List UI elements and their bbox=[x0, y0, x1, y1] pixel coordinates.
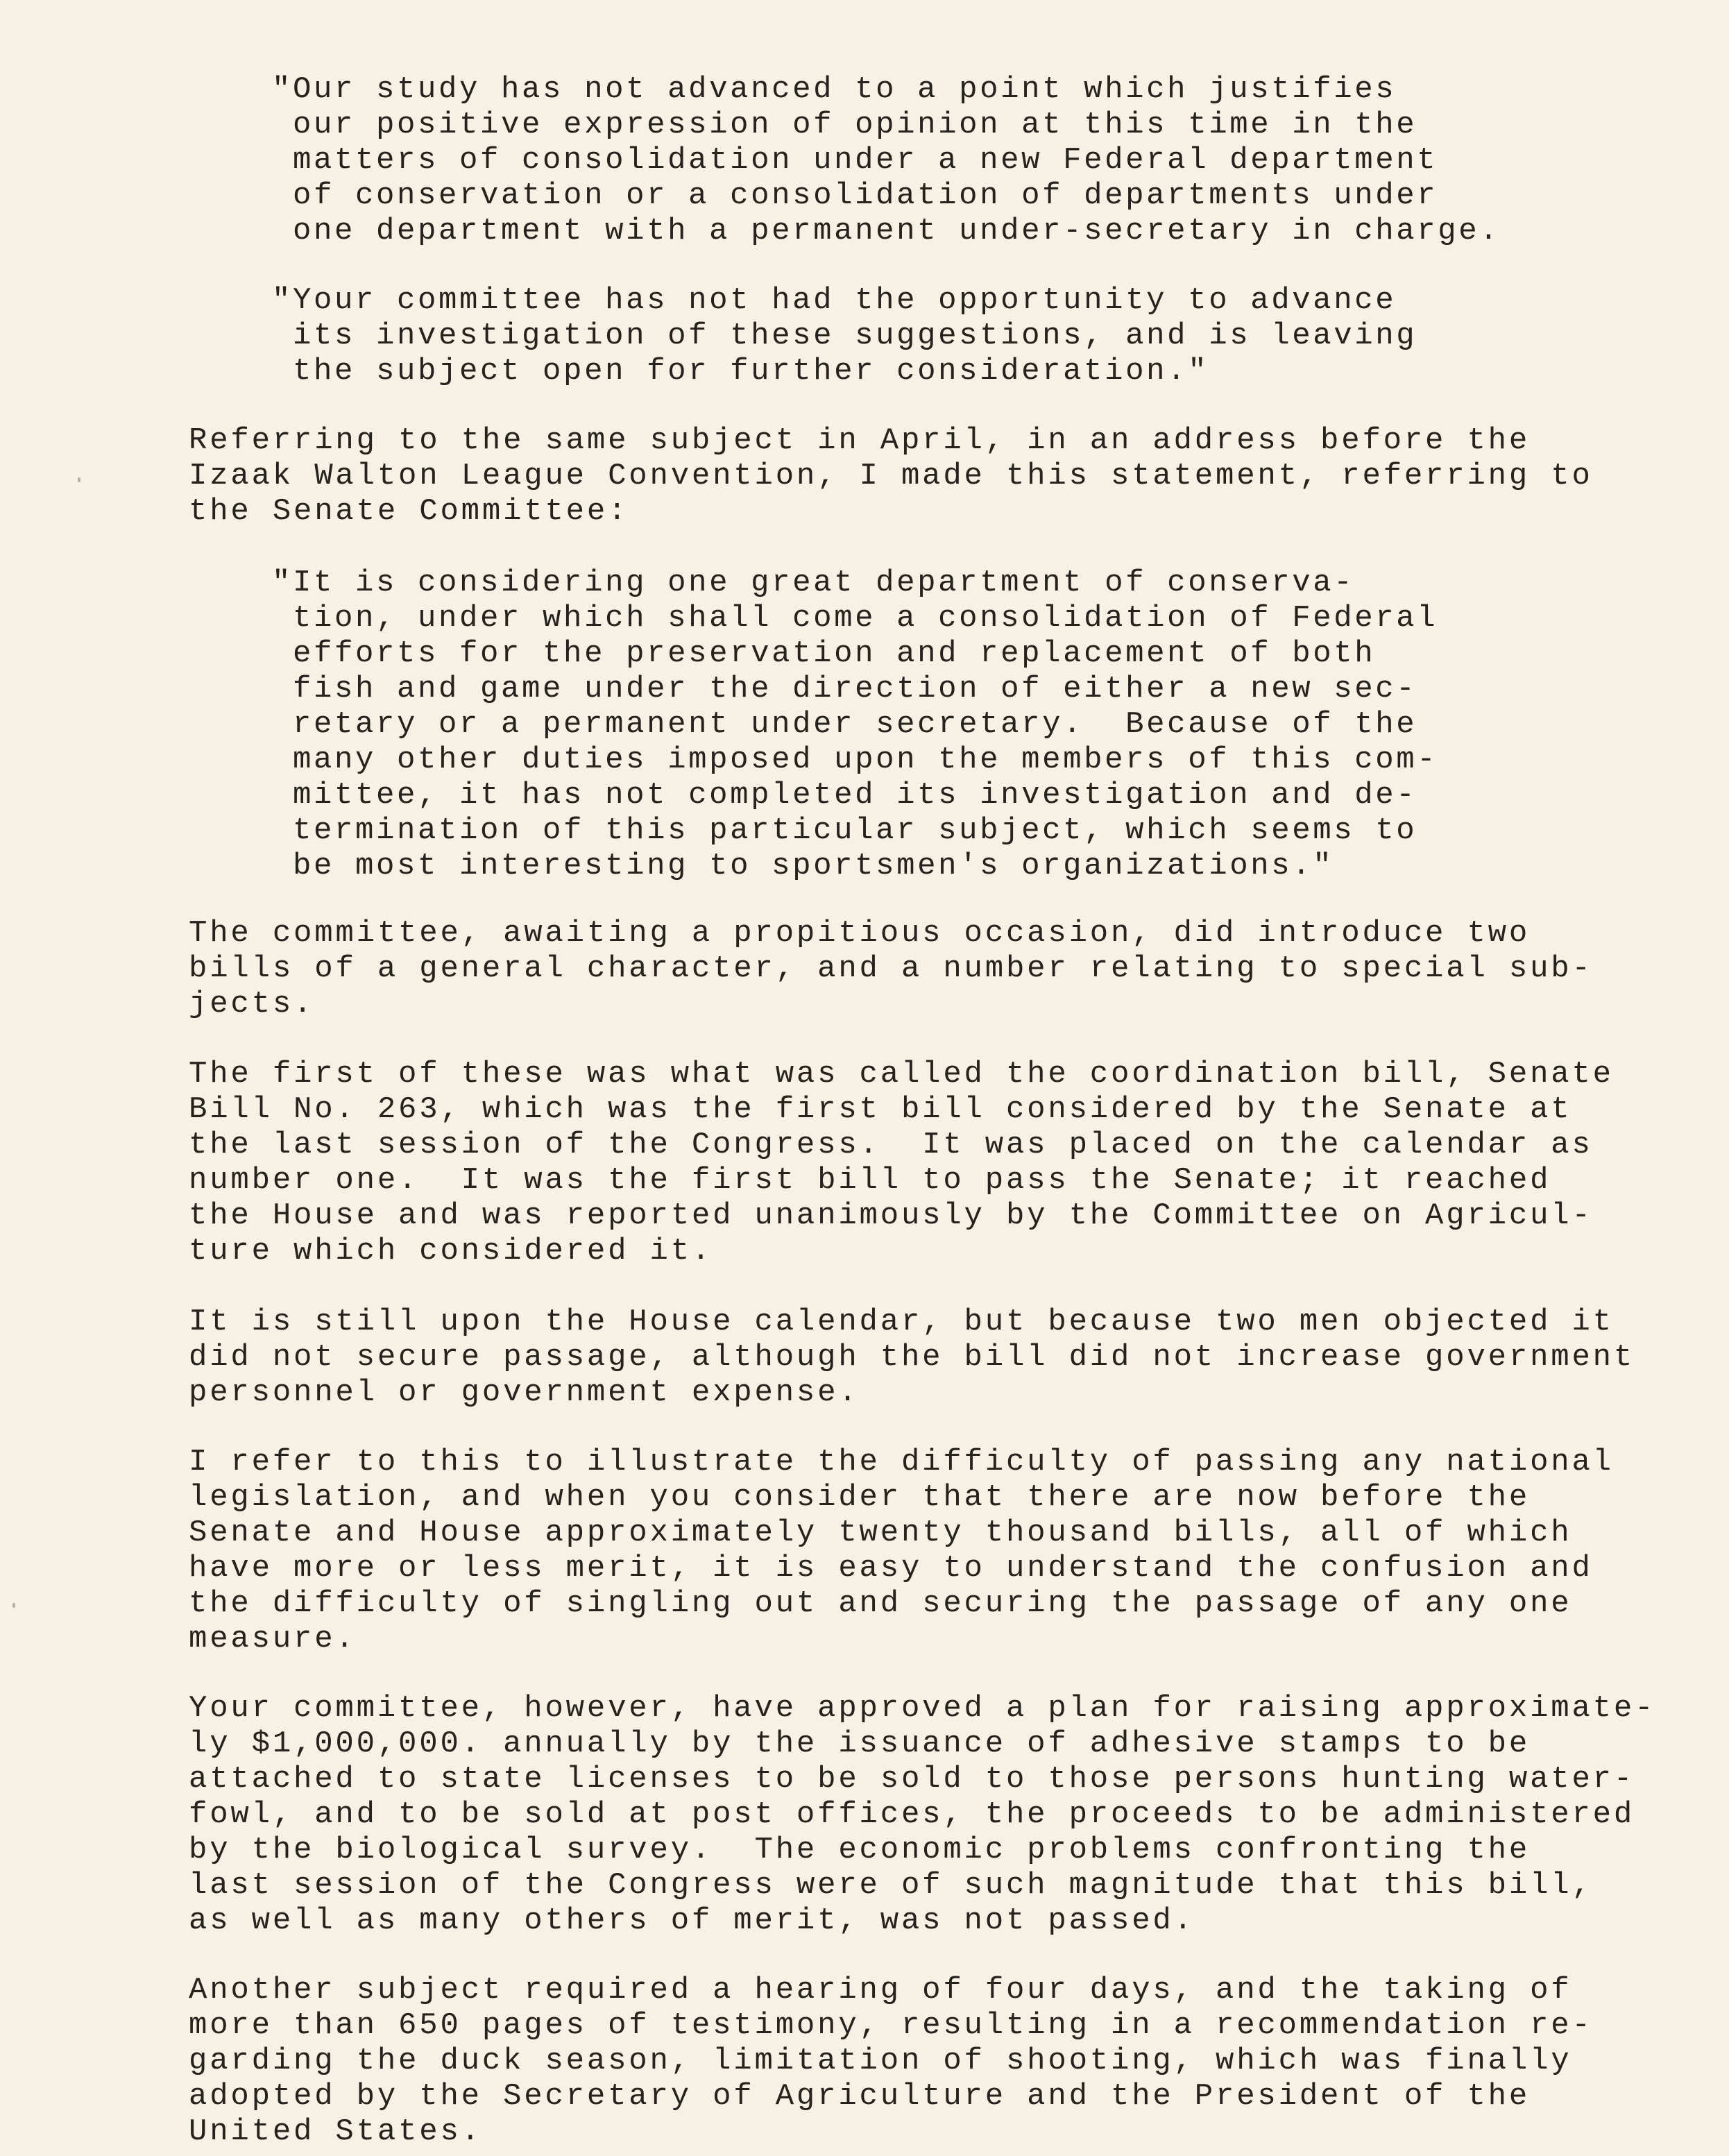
text-line: last session of the Congress were of such magnitude that this bill, bbox=[189, 1868, 1593, 1903]
paper-speck bbox=[78, 477, 80, 482]
text-line: garding the duck season, limitation of shooting, which was finally bbox=[189, 2044, 1572, 2078]
text-line: termination of this particular subject, which seems to bbox=[272, 813, 1417, 848]
text-line: by the biological survey. The economic problems confronting the bbox=[189, 1833, 1531, 1867]
quotation-block bbox=[272, 72, 1500, 249]
text-line: adopted by the Secretary of Agriculture and the President of the bbox=[189, 2079, 1531, 2114]
text-line: many other duties imposed upon the members of this com- bbox=[272, 742, 1438, 777]
text-line: legislation, and when you consider that there are now before the bbox=[189, 1480, 1531, 1515]
text-line: fish and game under the direction of either a new sec- bbox=[272, 672, 1417, 706]
text-line: jects. bbox=[189, 987, 315, 1021]
text-line: Another subject required a hearing of four days, and the taking of bbox=[189, 1973, 1572, 2008]
text-line: measure. bbox=[189, 1622, 357, 1656]
text-line: matters of consolidation under a new Federal department bbox=[272, 143, 1438, 178]
text-line: one department with a permanent under-secretary in charge. bbox=[272, 214, 1501, 248]
paragraph bbox=[189, 1973, 1593, 2150]
text-line: our positive expression of opinion at this time in the bbox=[272, 108, 1417, 142]
text-line: as well as many others of merit, was not passed. bbox=[189, 1903, 1195, 1938]
text-line: It is still upon the House calendar, but because two men objected it bbox=[189, 1305, 1614, 1339]
text-line: did not secure passage, although the bill did not increase government bbox=[189, 1340, 1635, 1375]
paragraph bbox=[189, 1305, 1635, 1411]
paragraph bbox=[189, 1445, 1614, 1657]
text-line: bills of a general character, and a number relating to special sub- bbox=[189, 951, 1593, 986]
text-line: attached to state licenses to be sold to those persons hunting water- bbox=[189, 1762, 1635, 1797]
text-line: tion, under which shall come a consolidation of Federal bbox=[272, 601, 1438, 636]
text-line: the subject open for further consideration." bbox=[272, 354, 1209, 389]
paragraph bbox=[189, 1057, 1614, 1269]
text-line: be most interesting to sportsmen's organizations." bbox=[272, 849, 1334, 883]
text-line: ture which considered it. bbox=[189, 1234, 713, 1268]
paragraph bbox=[189, 423, 1593, 529]
text-line: the difficulty of singling out and securing the passage of any one bbox=[189, 1586, 1572, 1621]
text-line: Referring to the same subject in April, in an address before the bbox=[189, 423, 1531, 458]
text-line: Your committee, however, have approved a plan for raising approximate- bbox=[189, 1691, 1656, 1726]
text-line: Bill No. 263, which was the first bill considered by the Senate at bbox=[189, 1092, 1572, 1127]
text-line: number one. It was the first bill to pass the Senate; it reached bbox=[189, 1163, 1551, 1198]
text-line: ly $1,000,000. annually by the issuance of adhesive stamps to be bbox=[189, 1726, 1531, 1761]
paper-speck bbox=[12, 1603, 15, 1608]
text-line: the last session of the Congress. It was placed on the calendar as bbox=[189, 1128, 1593, 1162]
text-line: fowl, and to be sold at post offices, the proceeds to be administered bbox=[189, 1797, 1635, 1832]
text-line: I refer to this to illustrate the difficulty of passing any national bbox=[189, 1445, 1614, 1479]
text-line: United States. bbox=[189, 2114, 482, 2149]
paragraph bbox=[189, 916, 1593, 1022]
text-line: have more or less merit, it is easy to understand the confusion and bbox=[189, 1551, 1593, 1586]
text-line: efforts for the preservation and replacement of both bbox=[272, 636, 1376, 671]
quotation-block bbox=[272, 566, 1438, 884]
text-line: "Our study has not advanced to a point which justifies bbox=[272, 72, 1397, 107]
text-line: Senate and House approximately twenty thousand bills, all of which bbox=[189, 1516, 1572, 1550]
text-line: more than 650 pages of testimony, resulting in a recommendation re- bbox=[189, 2008, 1593, 2043]
paragraph bbox=[189, 1691, 1655, 1939]
text-line: personnel or government expense. bbox=[189, 1375, 860, 1410]
text-line: The committee, awaiting a propitious occasion, did introduce two bbox=[189, 916, 1531, 951]
text-line: the Senate Committee: bbox=[189, 494, 629, 529]
text-line: the House and was reported unanimously by the Committee on Agricul- bbox=[189, 1198, 1593, 1233]
text-line: retary or a permanent under secretary. Because of the bbox=[272, 707, 1417, 742]
text-line: its investigation of these suggestions, and is leaving bbox=[272, 319, 1417, 353]
text-line: Izaak Walton League Convention, I made this statement, referring to bbox=[189, 459, 1593, 493]
text-line: mittee, it has not completed its investigation and de- bbox=[272, 778, 1417, 813]
text-line: "Your committee has not had the opportunity to advance bbox=[272, 283, 1397, 318]
quotation-block bbox=[272, 283, 1417, 389]
text-line: The first of these was what was called the coordination bill, Senate bbox=[189, 1057, 1614, 1092]
text-line: of conservation or a consolidation of departments under bbox=[272, 178, 1438, 213]
text-line: "It is considering one great department of conserva- bbox=[272, 566, 1355, 600]
